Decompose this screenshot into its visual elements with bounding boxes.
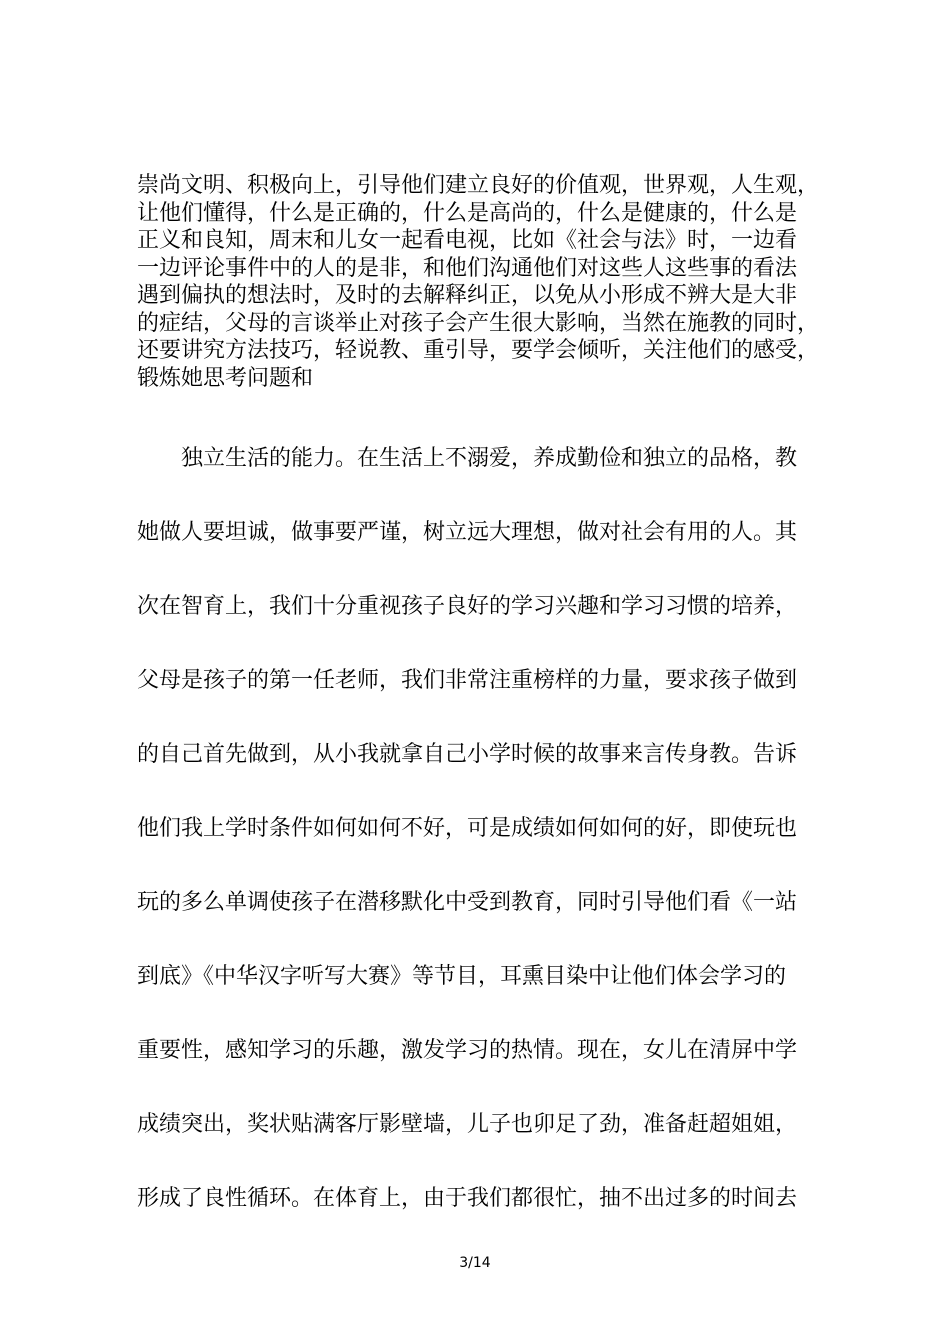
text-line: 形成了良性循环。在体育上，由于我们都很忙，抽不出过多的时间去 — [137, 1186, 798, 1211]
text-line: 独立生活的能力。在生活上不溺爱，养成勤俭和独立的品格，教 — [137, 446, 798, 471]
text-line: 她做人要坦诚，做事要严谨，树立远大理想，做对社会有用的人。其 — [137, 520, 798, 545]
text-line: 的自己首先做到，从小我就拿自己小学时候的故事来言传身教。告诉 — [137, 742, 798, 767]
text-line: 他们我上学时条件如何如何不好，可是成绩如何如何的好，即使玩也 — [137, 816, 798, 841]
paragraph-compact — [137, 172, 837, 392]
page-number: 3/14 — [459, 1255, 491, 1271]
paragraph-spaced — [137, 422, 837, 1236]
text-line: 的症结，父母的言谈举止对孩子会产生很大影响，当然在施教的同时， — [137, 310, 820, 336]
text-line: 崇尚文明、积极向上，引导他们建立良好的价值观，世界观，人生观， — [137, 173, 820, 198]
text-line: 遇到偏执的想法时，及时的去解释纠正，以免从小形成不辨大是大非 — [137, 283, 798, 308]
text-line: 锻炼她思考问题和 — [137, 365, 314, 391]
text-line: 成绩突出，奖状贴满客厅影壁墙，儿子也卯足了劲，准备赶超姐姐， — [137, 1112, 798, 1137]
text-line: 父母是孩子的第一任老师，我们非常注重榜样的力量，要求孩子做到 — [137, 668, 798, 693]
text-line: 让他们懂得，什么是正确的，什么是高尚的，什么是健康的，什么是 — [137, 200, 798, 226]
text-line: 到底》《中华汉字听写大赛》等节目，耳熏目染中让他们体会学习的 — [137, 964, 787, 989]
text-line: 玩的多么单调使孩子在潜移默化中受到教育，同时引导他们看《一站 — [137, 890, 798, 915]
text-line: 次在智育上，我们十分重视孩子良好的学习兴趣和学习习惯的培养， — [137, 594, 798, 619]
text-line: 正义和良知，周末和儿女一起看电视，比如《社会与法》时，一边看 — [137, 228, 798, 253]
text-line: 还要讲究方法技巧，轻说教、重引导，要学会倾听，关注他们的感受， — [137, 338, 820, 363]
text-line: 一边评论事件中的人的是非，和他们沟通他们对这些人这些事的看法 — [137, 255, 798, 281]
text-line: 重要性，感知学习的乐趣，激发学习的热情。现在，女儿在清屏中学 — [137, 1038, 798, 1063]
